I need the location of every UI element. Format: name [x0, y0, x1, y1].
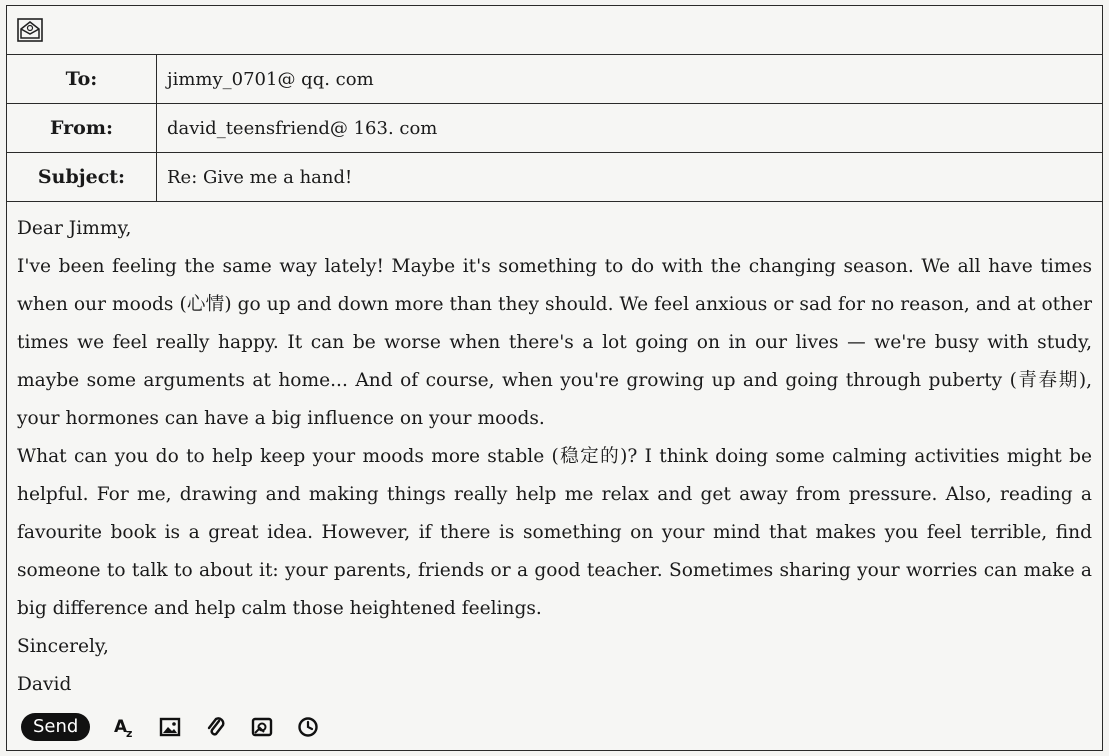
message-body[interactable]: [7, 202, 1102, 704]
photo-icon[interactable]: [250, 715, 274, 739]
compose-toolbar: [21, 712, 320, 742]
clock-icon[interactable]: [296, 715, 320, 739]
svg-text:z: z: [126, 727, 133, 739]
to-row: [7, 55, 1102, 104]
image-icon[interactable]: [158, 715, 182, 739]
paragraph-2: What can you do to help keep your moods more stable (稳定的)? I think doing some calming activities might be helpful. For me, drawing and making things really help me relax and get away from pressure. Also, reading a favourite book is a great idea. However, if there is something on your mind that makes you feel terrible, find someone to talk to about it: your parents, friends or a good teacher. Sometimes sharing your worries can make a big difference and help calm those heightened feelings.: [17, 446, 1092, 619]
text-format-icon[interactable]: [112, 715, 136, 739]
to-field[interactable]: jimmy_0701@ qq. com: [167, 68, 374, 90]
from-label: From:: [7, 104, 157, 152]
closing: Sincerely,: [17, 636, 109, 657]
paragraph-1: I've been feeling the same way lately! Maybe it's something to do with the changing season. We all have times when our moods (心情) go up and down more than they should. We feel anxious or sad for no reason, and at other times we feel really happy. It can be worse when there's a lot going on in our lives — we're busy with study, maybe some arguments at home... And of course, when you're growing up and going through puberty (青春期), your hormones can have a big influence on your moods.: [17, 256, 1092, 429]
subject-row: [7, 153, 1102, 202]
email-window: [6, 5, 1103, 751]
title-bar: [7, 6, 1102, 55]
to-label: To:: [7, 55, 157, 103]
send-button[interactable]: Send: [21, 713, 90, 741]
signature: David: [17, 674, 72, 695]
subject-field[interactable]: Re: Give me a hand!: [167, 166, 353, 188]
attachment-icon[interactable]: [204, 715, 228, 739]
subject-label: Subject:: [7, 153, 157, 201]
from-row: [7, 104, 1102, 153]
greeting: Dear Jimmy,: [17, 218, 132, 239]
mail-icon: [17, 18, 43, 42]
svg-text:A: A: [114, 717, 128, 737]
from-field[interactable]: david_teensfriend@ 163. com: [167, 117, 438, 139]
